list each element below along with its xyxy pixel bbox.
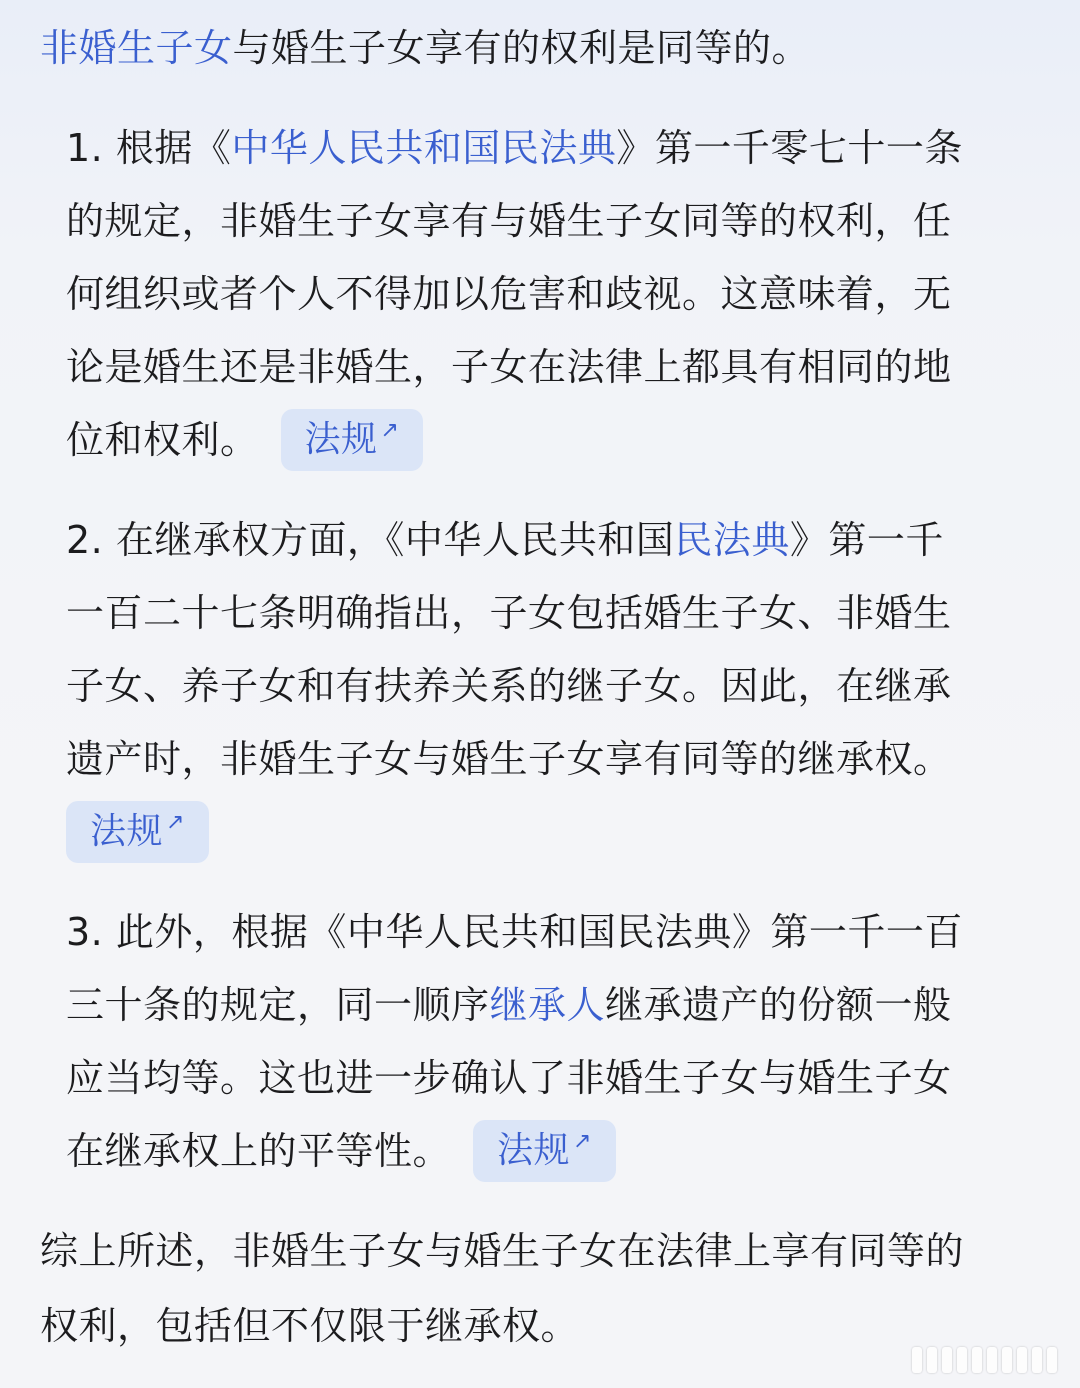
watermark-logo xyxy=(912,1346,1062,1374)
link-heir[interactable]: 继承人 xyxy=(489,983,606,1027)
item1-line1 xyxy=(66,112,1026,185)
item1-line2: 的规定，非婚生子女享有与婚生子女同等的权利，任 xyxy=(66,199,952,243)
link-civil-code[interactable]: 中华人民共和国民法典 xyxy=(231,126,617,170)
intro-paragraph xyxy=(40,22,1050,74)
item2-line5 xyxy=(66,796,1026,869)
regulation-chip-3[interactable] xyxy=(473,1120,616,1182)
item2-line4: 遗产时，非婚生子女与婚生子女享有同等的继承权。 xyxy=(66,737,952,781)
item1-line1-suffix: 》第一千零七十一条 xyxy=(616,126,963,170)
link-non-marital-children[interactable]: 非婚生子女 xyxy=(40,26,233,70)
item3-line3: 应当均等。这也进一步确认了非婚生子女与婚生子女 xyxy=(66,1056,952,1100)
item2-line1-suffix: 》第一千 xyxy=(789,518,944,562)
item2-line1 xyxy=(66,504,1026,577)
external-link-icon: ↗ xyxy=(166,809,185,835)
summary-line2: 权利，包括但不仅限于继承权。 xyxy=(40,1304,580,1348)
summary-paragraph xyxy=(40,1214,1050,1364)
list-item-2 xyxy=(66,504,1026,869)
item1-prefix: 1. 根据《 xyxy=(66,126,232,170)
item1-line5 xyxy=(66,404,1026,477)
link-civil-code-short[interactable]: 民法典 xyxy=(674,518,790,562)
external-link-icon: ↗ xyxy=(573,1128,592,1154)
chip-label: 法规 xyxy=(90,810,164,852)
item2-line3: 子女、养子女和有扶养关系的继子女。因此，在继承 xyxy=(66,664,952,708)
list-item-3 xyxy=(66,896,1026,1188)
item3-line4-text: 在继承权上的平等性。 xyxy=(66,1129,452,1173)
regulation-chip-1[interactable] xyxy=(281,409,424,471)
item2-prefix: 2. 在继承权方面，《中华人民共和国 xyxy=(66,518,675,562)
item2-line2: 一百二十七条明确指出，子女包括婚生子女、非婚生 xyxy=(66,591,952,635)
summary-line1: 综上所述，非婚生子女与婚生子女在法律上享有同等的 xyxy=(40,1229,965,1273)
regulation-chip-2[interactable] xyxy=(66,801,209,863)
item3-line1: 3. 此外，根据《中华人民共和国民法典》第一千一百 xyxy=(66,910,963,954)
external-link-icon: ↗ xyxy=(380,417,400,443)
chip-label: 法规 xyxy=(304,418,378,460)
item3-line2-prefix: 三十条的规定，同一顺序 xyxy=(66,983,490,1027)
intro-text: 与婚生子女享有的权利是同等的。 xyxy=(232,26,811,70)
item1-line4: 论是婚生还是非婚生，子女在法律上都具有相同的地 xyxy=(66,345,952,389)
item1-line3: 何组织或者个人不得加以危害和歧视。这意味着，无 xyxy=(66,272,952,316)
item3-line4 xyxy=(66,1115,1026,1188)
chip-label: 法规 xyxy=(497,1129,571,1171)
list-item-1 xyxy=(66,112,1026,477)
item3-line2-suffix: 继承遗产的份额一般 xyxy=(605,983,952,1027)
item1-line5-text: 位和权利。 xyxy=(66,418,259,462)
item3-line2 xyxy=(66,969,1026,1042)
